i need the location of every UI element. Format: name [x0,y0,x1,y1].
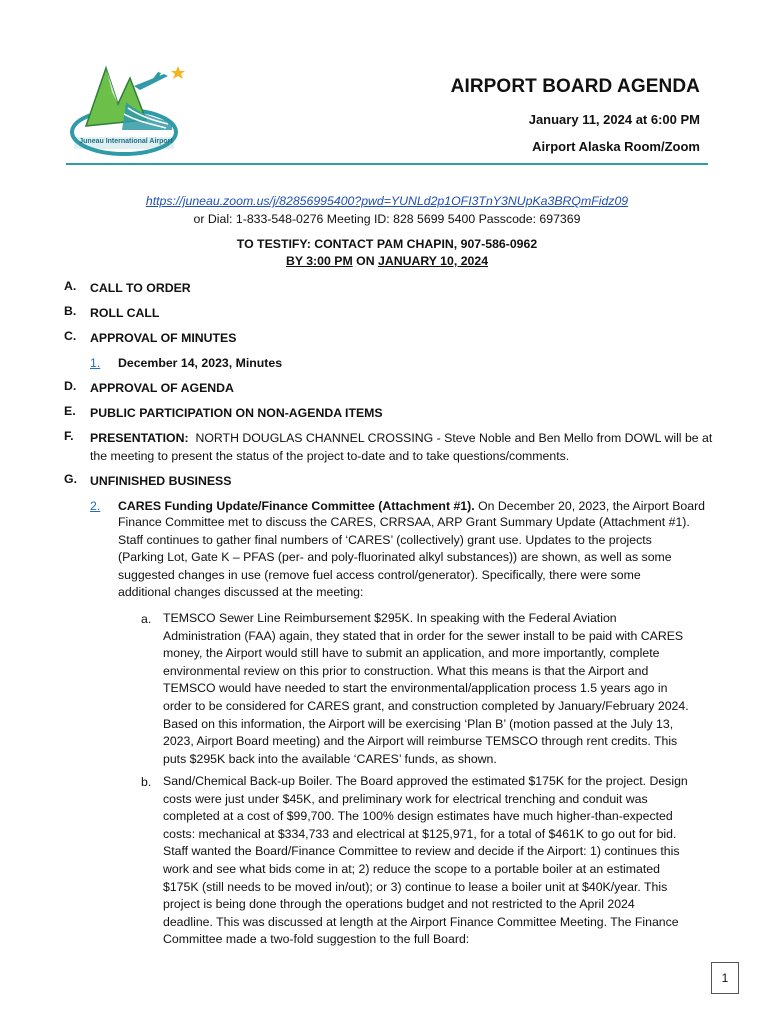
testify-deadline [66,254,708,268]
page-number: 1 [711,962,739,994]
cares-body-line: Finance Committee met to discuss the CARES, CRRSAA, ARP Grant Summary Update (Attachment #1). [118,515,690,529]
sub-a-line: environmental review on this prior to construction. What this means is that the Airport and [163,663,649,678]
sub-a-line: TEMSCO would have needed to start the environmental/application process 1.5 years ago in [163,681,668,696]
zoom-link-line [66,194,708,208]
sub-item-a-letter: a. [141,612,152,626]
agenda-item-unfinished-business: UNFINISHED BUSINESS [90,474,232,488]
cares-item-first-line [118,497,705,515]
minutes-item-number[interactable]: 1. [90,356,101,370]
sub-item-b-letter: b. [141,775,152,789]
presentation-label: PRESENTATION: [90,431,189,445]
agenda-item-approval-of-agenda: APPROVAL OF AGENDA [90,381,234,395]
meeting-location: Airport Alaska Room/Zoom [532,139,700,154]
cares-body-line: Staff continues to gather final numbers of ‘CARES’ (collectively) grant use. Updates to the projects [118,532,652,547]
sub-a-line: order to be considered for CARES grant, and construction completed by January/February 2024. [163,698,689,713]
logo-caption: Juneau International Airport [79,138,173,145]
deadline-date: JANUARY 10, 2024 [378,254,489,268]
sub-b-line: Committee made a two-fold suggestion to the full Board: [163,932,470,947]
sub-a-line: Based on this information, the Airport will be exercising ‘Plan B’ (motion passed at the July 13, [163,716,674,731]
testify-line: TO TESTIFY: CONTACT PAM CHAPIN, 907-586-0962 [236,237,538,251]
presentation-text-2: the meeting to present the status of the project to-date and to take questions/comments. [90,449,570,463]
agenda-letter-d: D. [64,379,77,393]
agenda-letter-f: F. [64,429,74,443]
zoom-link[interactable]: https://juneau.zoom.us/j/82856995400?pwd=YUNLd2p1OFI3TnY3NUpKa3BRQmFidz09 [145,194,629,208]
agenda-item-presentation [90,429,713,447]
sub-b-line: costs: mechanical at $334,733 and electrical at $125,971, for a total of $461K to go out for bid. [163,826,677,841]
sub-item-b-body [163,773,713,949]
dial-info: or Dial: 1-833-548-0276 Meeting ID: 828 5699 5400 Passcode: 697369 [193,212,581,226]
agenda-item-public-participation: PUBLIC PARTICIPATION ON NON-AGENDA ITEMS [90,406,383,420]
cares-item-body [118,514,718,602]
cares-item-number[interactable]: 2. [90,499,101,513]
sub-b-line: work and see what bids come in at; 2) reduce the scope to a portable boiler at an estimated [163,861,660,876]
cares-body-line: (Parking Lot, Gate K – PFAS (per- and poly-fluorinated alkyl substances)) are shown, as well as some [118,550,672,565]
sub-a-line: TEMSCO Sewer Line Reimbursement $295K. In speaking with the Federal Aviation [163,611,617,625]
agenda-item-call-to-order: CALL TO ORDER [90,281,191,295]
agenda-letter-b: B. [64,304,77,318]
deadline-on: ON [356,254,375,268]
page-title: AIRPORT BOARD AGENDA [450,76,700,97]
header-divider [66,163,708,165]
presentation-text-1: NORTH DOUGLAS CHANNEL CROSSING - Steve Noble and Ben Mello from DOWL will be at [195,431,713,445]
cares-body-line: suggested changes in use (remove fuel access control/generator). Specifically, there were some [118,567,641,582]
sub-b-line: deadline. This was discussed at length at the Airport Finance Committee Meeting. The Finance [163,914,679,929]
deadline-time: BY 3:00 PM [285,254,353,268]
agenda-letter-a: A. [64,279,77,293]
sub-a-line: money, the Airport would still have to submit an application, and more importantly, complete [163,646,660,661]
agenda-item-approval-of-minutes: APPROVAL OF MINUTES [90,331,237,345]
sub-b-line: Sand/Chemical Back-up Boiler. The Board approved the estimated $175K for the project. Design [163,774,688,788]
agenda-letter-c: C. [64,329,77,343]
sub-b-line: completed at a cost of $99,700. The 100% design estimates have much higher-than-expected [163,809,673,824]
agenda-item-roll-call: ROLL CALL [90,306,160,320]
sub-a-line: Administration (FAA) again, they stated that in order for the sewer install to be paid with CARES [163,628,684,643]
sub-a-line: 2023, Airport Board meeting) and the Airport will reimburse TEMSCO through rent credits. This [163,734,678,749]
meeting-datetime: January 11, 2024 at 6:00 PM [528,112,700,127]
sub-a-line: puts $295K back into the available ‘CARES’ funds, as shown. [163,751,497,766]
cares-item-title: CARES Funding Update/Finance Committee (Attachment #1). [118,499,475,513]
sub-b-line: $175K (still needs to be moved in/out); or 3) continue to lease a boiler unit at $40K/year. This [163,879,668,894]
airport-logo [68,62,192,166]
sub-b-line: costs were just under $45K, and preliminary work for electrical trenching and conduit was [163,791,648,806]
agenda-letter-e: E. [64,404,76,418]
agenda-letter-g: G. [64,472,77,486]
minutes-item-label: December 14, 2023, Minutes [118,356,283,370]
sub-b-line: Staff wanted the Board/Finance Committee to review and decide if the Airport: 1) continues this [163,844,680,859]
sub-b-line: project is being done through the operations budget and not restricted to the April 2024 [163,897,635,912]
cares-body-line: additional changes discussed at the meeting: [118,585,364,600]
sub-item-a-body [163,610,713,768]
cares-item-first-line-rest: On December 20, 2023, the Airport Board [478,499,706,513]
